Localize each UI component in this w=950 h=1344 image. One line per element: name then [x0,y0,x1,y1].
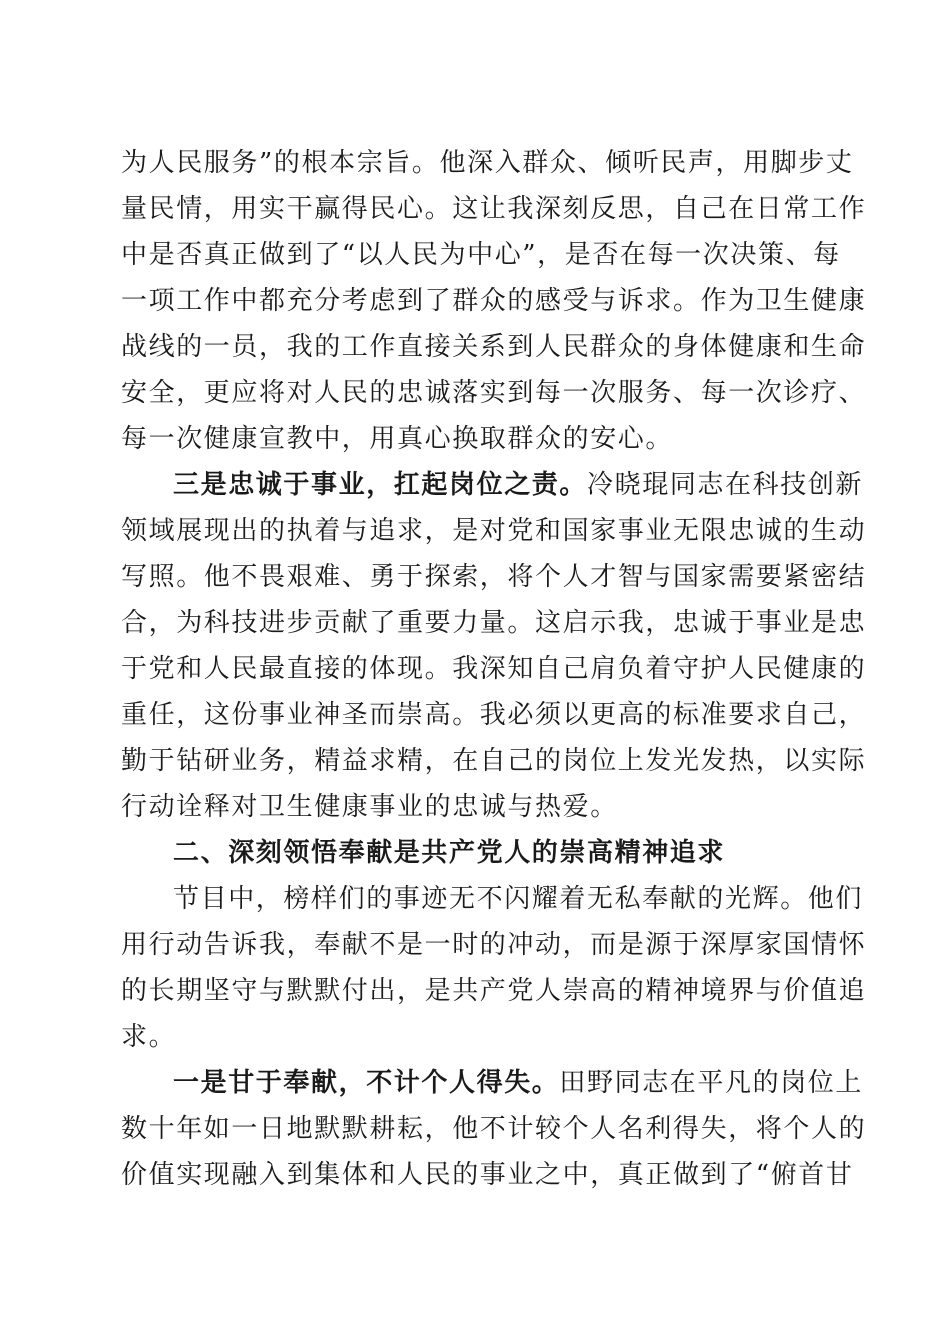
text-line: 为人民服务”的根本宗旨。他深入群众、倾听民声，用脚步丈 [121,148,854,178]
text-line: 求。 [121,1022,177,1052]
text-line: 用行动告诉我，奉献不是一时的冲动，而是源于深厚家国情怀 [121,930,867,960]
text-line: 的长期坚守与默默付出，是共产党人崇高的精神境界与价值追 [121,976,867,1006]
body-paragraph [121,140,867,462]
text-line: 一项工作中都充分考虑到了群众的感受与诉求。作为卫生健康 [121,286,867,316]
text-line: 领域展现出的执着与追求，是对党和国家事业无限忠诚的生动 [121,516,867,546]
text-line: 战线的一员，我的工作直接关系到人民群众的身体健康和生命 [121,332,867,362]
text-line: 重任，这份事业神圣而崇高。我必须以更高的标准要求自己， [121,700,867,730]
heading-line [121,830,827,876]
body-paragraph [121,462,867,830]
text-line: 每一次健康宣教中，用真心换取群众的安心。 [121,424,674,454]
text-line: 合，为科技进步贡献了重要力量。这启示我，忠诚于事业是忠 [121,608,867,638]
paragraph-lead: 一是甘于奉献，不计个人得失。 [173,1068,560,1098]
text-line: 行动诠释对卫生健康事业的忠诚与热爱。 [121,792,618,822]
text-line: 中是否真正做到了“以人民为中心”，是否在每一次决策、每 [121,240,841,270]
text-line: 写照。他不畏艰难、勇于探索，将个人才智与国家需要紧密结 [121,562,867,592]
text-line [121,1060,864,1106]
text-line: 价值实现融入到集体和人民的事业之中，真正做到了“俯首甘 [121,1160,854,1190]
text-line: 数十年如一日地默默耕耘，他不计较个人名利得失，将个人的 [121,1114,867,1144]
text-run: 冷晓琨同志在科技创新 [587,470,864,500]
section-heading [121,830,827,876]
body-paragraph [121,1060,867,1198]
text-line: 量民情，用实干赢得民心。这让我深刻反思，自己在日常工作 [121,194,867,224]
text-run: 田野同志在平凡的岗位上 [559,1068,864,1098]
text-line: 安全，更应将对人民的忠诚落实到每一次服务、每一次诊疗、 [121,378,867,408]
body-paragraph [121,876,867,1060]
text-line: 勤于钻研业务，精益求精，在自己的岗位上发光发热，以实际 [121,746,867,776]
document-page [121,140,867,1198]
text-run: 节目中，榜样们的事迹无不闪耀着无私奉献的光辉。他们 [173,884,864,914]
text-line: 于党和人民最直接的体现。我深知自己肩负着守护人民健康的 [121,654,867,684]
text-line [121,462,864,508]
text-line [121,876,864,922]
heading-text: 二、深刻领悟奉献是共产党人的崇高精神追求 [173,838,726,868]
paragraph-lead: 三是忠诚于事业，扛起岗位之责。 [173,470,588,500]
